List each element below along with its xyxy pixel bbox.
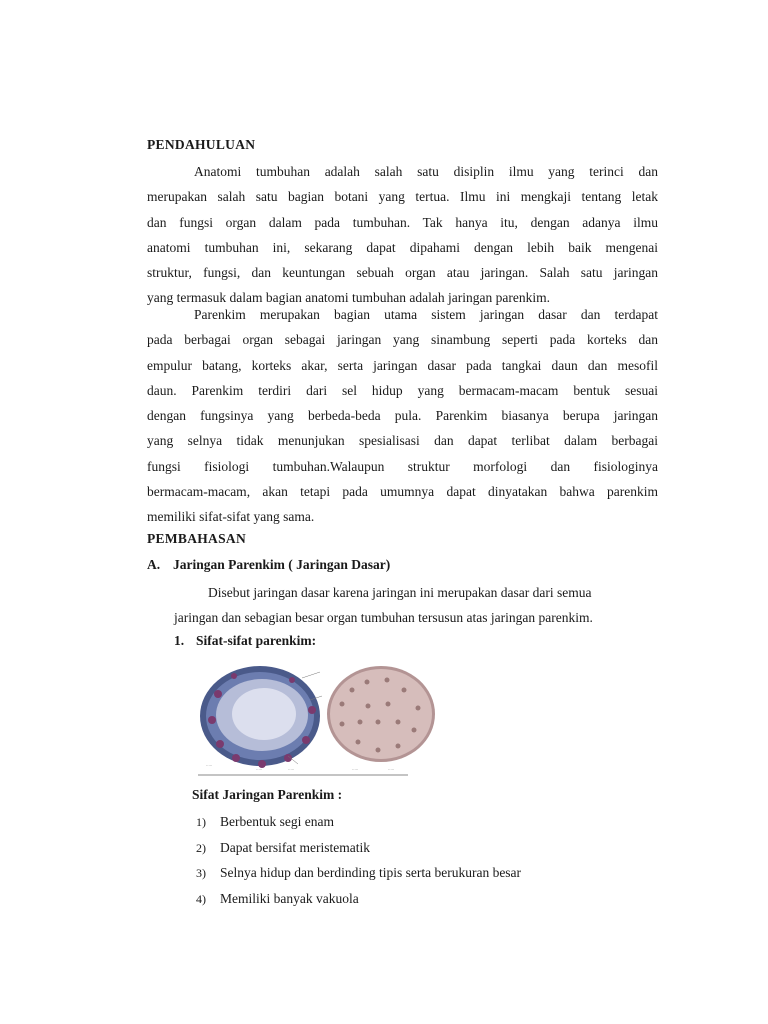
list-item-text: Memiliki banyak vakuola xyxy=(220,890,359,906)
subsection-1-title: Sifat-sifat parenkim: xyxy=(196,633,317,648)
list-item-number: 1) xyxy=(196,815,206,829)
subsection-1-heading xyxy=(174,633,316,649)
list-item-number: 4) xyxy=(196,891,206,906)
paragraph-line: memiliki sifat-sifat yang sama. xyxy=(147,509,315,525)
cross-section-micrograph-image xyxy=(192,660,446,780)
heading-pendahuluan: PENDAHULUAN xyxy=(147,137,256,152)
paragraph-line: dengan fungsinya yang berbeda-beda pula. Parenkim biasanya berupa jaringan xyxy=(147,408,658,424)
list-item xyxy=(196,889,521,915)
paragraph-line: Disebut jaringan dasar karena jaringan ini merupakan dasar dari semua xyxy=(208,585,592,600)
paragraph-line: dan fungsi organ dalam pada tumbuhan. Tak hanya itu, dengan adanya ilmu xyxy=(147,214,658,230)
paragraph-intro-2 xyxy=(147,302,658,530)
paragraph-line: fungsi fisiologi tumbuhan.Walaupun struktur morfologi dan fisiologinya xyxy=(147,458,658,474)
list-item-text: Berbentuk segi enam xyxy=(220,814,334,829)
paragraph-section-a xyxy=(174,580,659,630)
paragraph-line: struktur, fungsi, dan keuntungan sebuah organ atau jaringan. Salah satu jaringan xyxy=(147,265,658,281)
svg-text:.....: ..... xyxy=(206,762,213,767)
list-item-text: Dapat bersifat meristematik xyxy=(220,839,370,855)
list-item-number: 2) xyxy=(196,840,206,855)
list-title: Sifat Jaringan Parenkim : xyxy=(192,787,343,802)
section-a-heading xyxy=(147,557,390,573)
paragraph-line: jaringan dan sebagian besar organ tumbuhan tersusun atas jaringan parenkim. xyxy=(174,610,593,625)
paragraph-line: Anatomi tumbuhan adalah salah satu disiplin ilmu yang terinci dan xyxy=(194,164,658,179)
section-a-title: Jaringan Parenkim ( Jaringan Dasar) xyxy=(173,557,391,572)
properties-list xyxy=(196,812,521,914)
svg-text:.....: ..... xyxy=(288,766,295,771)
list-item-number: 3) xyxy=(196,866,206,880)
paragraph-line: yang selnya tidak menunjukan spesialisasi dan dapat terlibat dalam berbagai xyxy=(147,433,658,449)
paragraph-line: daun. Parenkim terdiri dari sel hidup yang bermacam-macam bentuk sesuai xyxy=(147,382,658,398)
list-item xyxy=(196,863,521,889)
heading-pembahasan: PEMBAHASAN xyxy=(147,531,247,546)
svg-text:.....: ..... xyxy=(352,766,359,771)
paragraph-line: anatomi tumbuhan ini, sekarang dapat dipahami dengan lebih baik mengenai xyxy=(147,239,658,255)
list-item xyxy=(196,812,521,838)
svg-text:.....: ..... xyxy=(256,766,263,771)
paragraph-line: Parenkim merupakan bagian utama sistem jaringan dasar dan terdapat xyxy=(194,307,658,322)
list-item-text: Selnya hidup dan berdinding tipis serta berukuran besar xyxy=(220,865,522,880)
svg-text:.....: ..... xyxy=(388,766,395,771)
paragraph-line: pada berbagai organ sebagai jaringan yang sinambung seperti pada korteks dan xyxy=(147,332,658,348)
section-a-number: A. xyxy=(147,557,161,572)
paragraph-line: empulur batang, korteks akar, serta jaringan dasar pada tangkai daun dan mesofil xyxy=(147,357,658,373)
paragraph-intro-1 xyxy=(147,159,658,311)
paragraph-line: bermacam-macam, akan tetapi pada umumnya dapat dinyatakan bahwa parenkim xyxy=(147,484,658,500)
subsection-1-number: 1. xyxy=(174,633,185,648)
paragraph-line: merupakan salah satu bagian botani yang tertua. Ilmu ini mengkaji tentang letak xyxy=(147,189,658,205)
paragraph-line: yang termasuk dalam bagian anatomi tumbuhan adalah jaringan parenkim. xyxy=(147,290,550,306)
list-item xyxy=(196,838,521,864)
